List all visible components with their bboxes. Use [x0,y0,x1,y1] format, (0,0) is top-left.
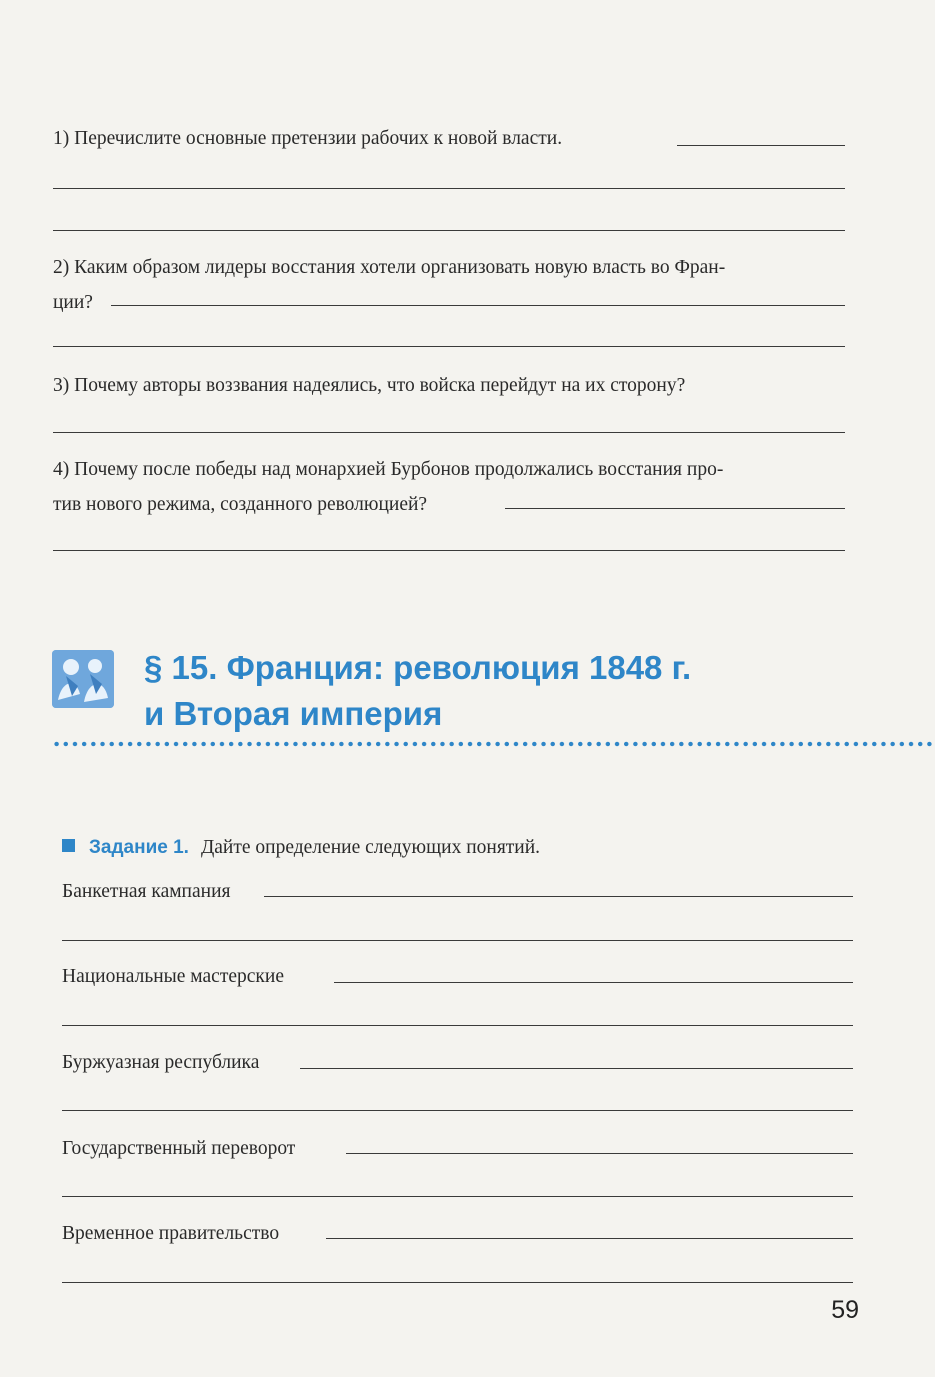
page-number: 59 [831,1296,859,1324]
section-title [144,645,691,737]
term-5: Временное правительство [62,1223,280,1244]
section-title-line2: и Вторая империя [144,695,443,732]
answer-line[interactable] [62,1196,853,1197]
question-1-text: 1) Перечислите основные претензии рабочих к новой власти. [53,128,563,149]
section-emblem-icon [52,650,114,708]
term-1: Банкетная кампания [62,881,231,902]
answer-line[interactable] [334,982,853,983]
question-1 [53,121,853,157]
answer-line[interactable] [62,1025,853,1026]
question-4-line1: 4) Почему после победы над монархией Бурбонов продолжались восстания про- [53,459,724,480]
question-2 [53,250,853,286]
question-3 [53,368,853,404]
section-title-line1: § 15. Франция: революция 1848 г. [144,649,692,686]
answer-line[interactable] [62,940,853,941]
answer-line[interactable] [505,508,845,509]
answer-line[interactable] [111,305,845,306]
answer-line[interactable] [53,230,845,231]
question-2-line1: 2) Каким образом лидеры восстания хотели организовать новую власть во Фран- [53,257,726,278]
question-4 [53,452,853,488]
answer-line[interactable] [326,1238,853,1239]
term-3: Буржуазная республика [62,1052,260,1073]
task-label: Задание 1. [89,837,189,858]
task-bullet-icon [62,839,75,852]
answer-line[interactable] [53,432,845,433]
answer-line[interactable] [300,1068,853,1069]
task-1 [62,833,540,863]
question-2-cont [53,285,113,321]
answer-line[interactable] [677,145,845,146]
question-2-line2: ции? [53,292,93,313]
question-4-line2: тив нового режима, созданного революцией? [53,494,428,515]
question-4-cont [53,487,513,523]
answer-line[interactable] [53,550,845,551]
answer-line[interactable] [53,346,845,347]
answer-line[interactable] [62,1110,853,1111]
answer-line[interactable] [346,1153,853,1154]
term-4: Государственный переворот [62,1138,296,1159]
answer-line[interactable] [62,1282,853,1283]
question-3-text: 3) Почему авторы воззвания надеялись, что войска перейдут на их сторону? [53,375,686,396]
dotted-divider [52,741,935,747]
answer-line[interactable] [264,896,853,897]
term-2: Национальные мастерские [62,966,284,987]
task-text: Дайте определение следующих понятий. [200,837,541,858]
answer-line[interactable] [53,188,845,189]
